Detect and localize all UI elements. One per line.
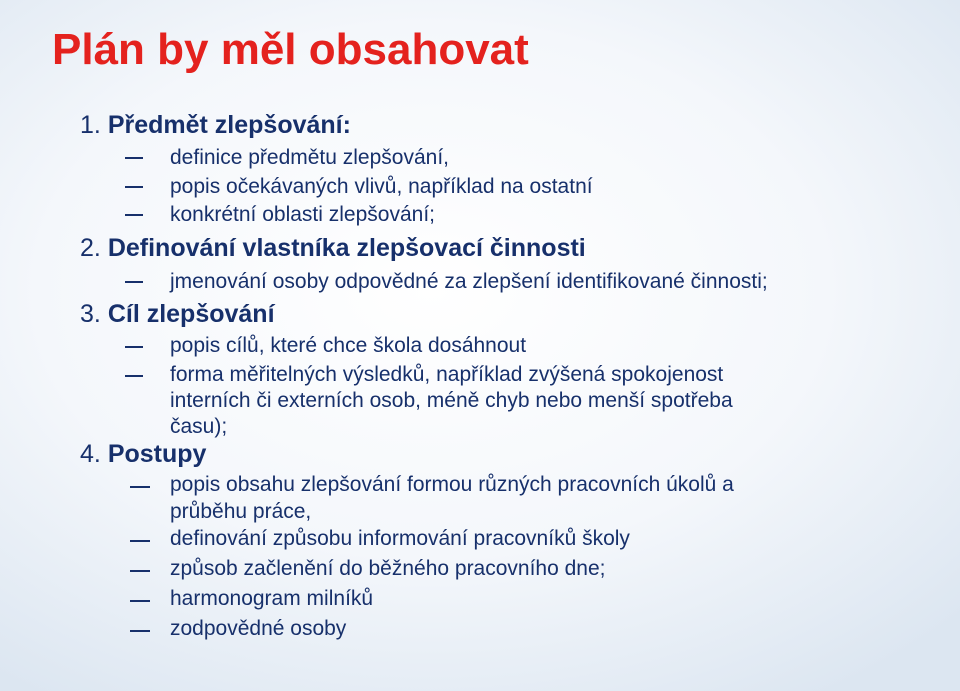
bullet-dash <box>130 600 150 602</box>
section-2-heading <box>80 233 586 263</box>
section-heading-text: Předmět zlepšování: <box>107 111 351 139</box>
bullet-dash <box>130 570 150 572</box>
list-item: definice předmětu zlepšování, <box>170 146 449 169</box>
section-heading-text: Postupy <box>107 440 207 468</box>
list-item: definování způsobu informování pracovníků školy <box>170 527 630 550</box>
list-item: popis obsahu zlepšování formou různých pracovních úkolů a průběhu práce, <box>170 473 734 523</box>
section-1-heading <box>80 110 351 140</box>
list-item: zodpovědné osoby <box>170 617 347 640</box>
bullet-dash <box>130 486 150 488</box>
bullet-dash <box>125 346 143 348</box>
list-item: konkrétní oblasti zlepšování; <box>170 203 435 226</box>
section-3-heading <box>80 299 275 329</box>
section-heading-text: Cíl zlepšování <box>107 300 275 328</box>
list-item: forma měřitelných výsledků, například zvýšená spokojenost interních či externích osob, méně chyb nebo menší spotřeba času); <box>170 363 733 438</box>
list-item: popis očekávaných vlivů, například na ostatní <box>170 175 593 198</box>
section-4-heading <box>80 439 206 469</box>
bullet-dash <box>130 630 150 632</box>
section-heading-text: Definování vlastníka zlepšovací činnosti <box>107 234 586 262</box>
list-item: jmenování osoby odpovědné za zlepšení identifikované činnosti; <box>170 270 768 293</box>
bullet-dash <box>125 281 143 283</box>
section-number: 4. <box>80 440 101 468</box>
list-item: harmonogram milníků <box>170 587 374 610</box>
bullet-dash <box>130 540 150 542</box>
section-number: 1. <box>80 111 101 139</box>
list-item: popis cílů, které chce škola dosáhnout <box>170 334 527 357</box>
bullet-dash <box>125 214 143 216</box>
bullet-dash <box>125 375 143 377</box>
section-number: 2. <box>80 234 101 262</box>
section-number: 3. <box>80 300 101 328</box>
bullet-dash <box>125 186 143 188</box>
page-title: Plán by měl obsahovat <box>52 25 529 74</box>
list-item: způsob začlenění do běžného pracovního dne; <box>170 557 606 580</box>
bullet-dash <box>125 157 143 159</box>
